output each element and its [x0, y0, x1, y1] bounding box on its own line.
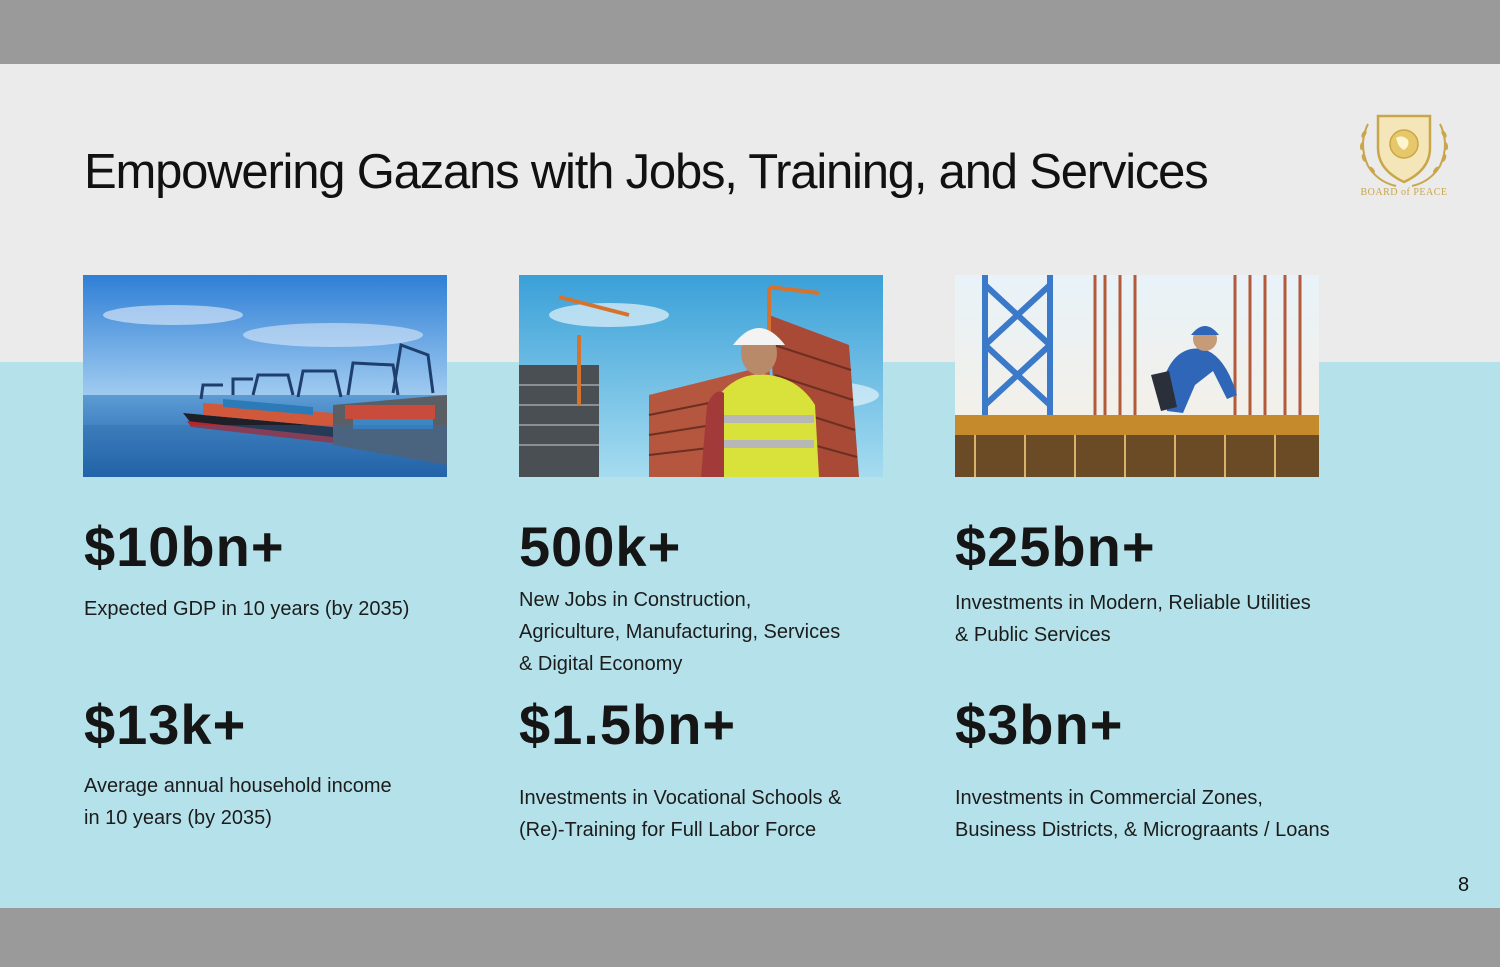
container-port-photo	[83, 275, 447, 477]
stat-jobs-description: New Jobs in Construction, Agriculture, Manufacturing, Services & Digital Economy	[519, 589, 841, 675]
stat-vocational-value: $1.5bn+	[519, 693, 737, 756]
stat-utilities-description: Investments in Modern, Reliable Utilities & Public Services	[955, 592, 1311, 646]
construction-worker-photo	[519, 275, 883, 477]
page-number: 8	[1458, 874, 1470, 896]
board-of-peace-logo	[1350, 104, 1458, 204]
stat-utilities-value: $25bn+	[955, 515, 1156, 578]
stat-vocational-description: Investments in Vocational Schools & (Re)-Training for Full Labor Force	[519, 787, 842, 841]
stat-commercial-description: Investments in Commercial Zones, Business Districts, & Micrograants / Loans	[955, 787, 1330, 841]
scaffolding-worker-photo	[955, 275, 1319, 477]
screen-top-bar	[0, 0, 1500, 64]
slide-title: Empowering Gazans with Jobs, Training, and Services	[84, 145, 1208, 199]
stat-gdp-value: $10bn+	[84, 515, 285, 578]
presentation-slide	[0, 64, 1500, 908]
stat-commercial-value: $3bn+	[955, 693, 1124, 756]
stat-jobs-value: 500k+	[519, 515, 682, 578]
screen-bottom-bar	[0, 908, 1500, 967]
stat-income-description: Average annual household income in 10 years (by 2035)	[84, 775, 392, 829]
logo-caption: BOARD of PEACE	[1360, 187, 1448, 198]
stat-income-value: $13k+	[84, 693, 247, 756]
stat-gdp-description: Expected GDP in 10 years (by 2035)	[84, 598, 410, 620]
